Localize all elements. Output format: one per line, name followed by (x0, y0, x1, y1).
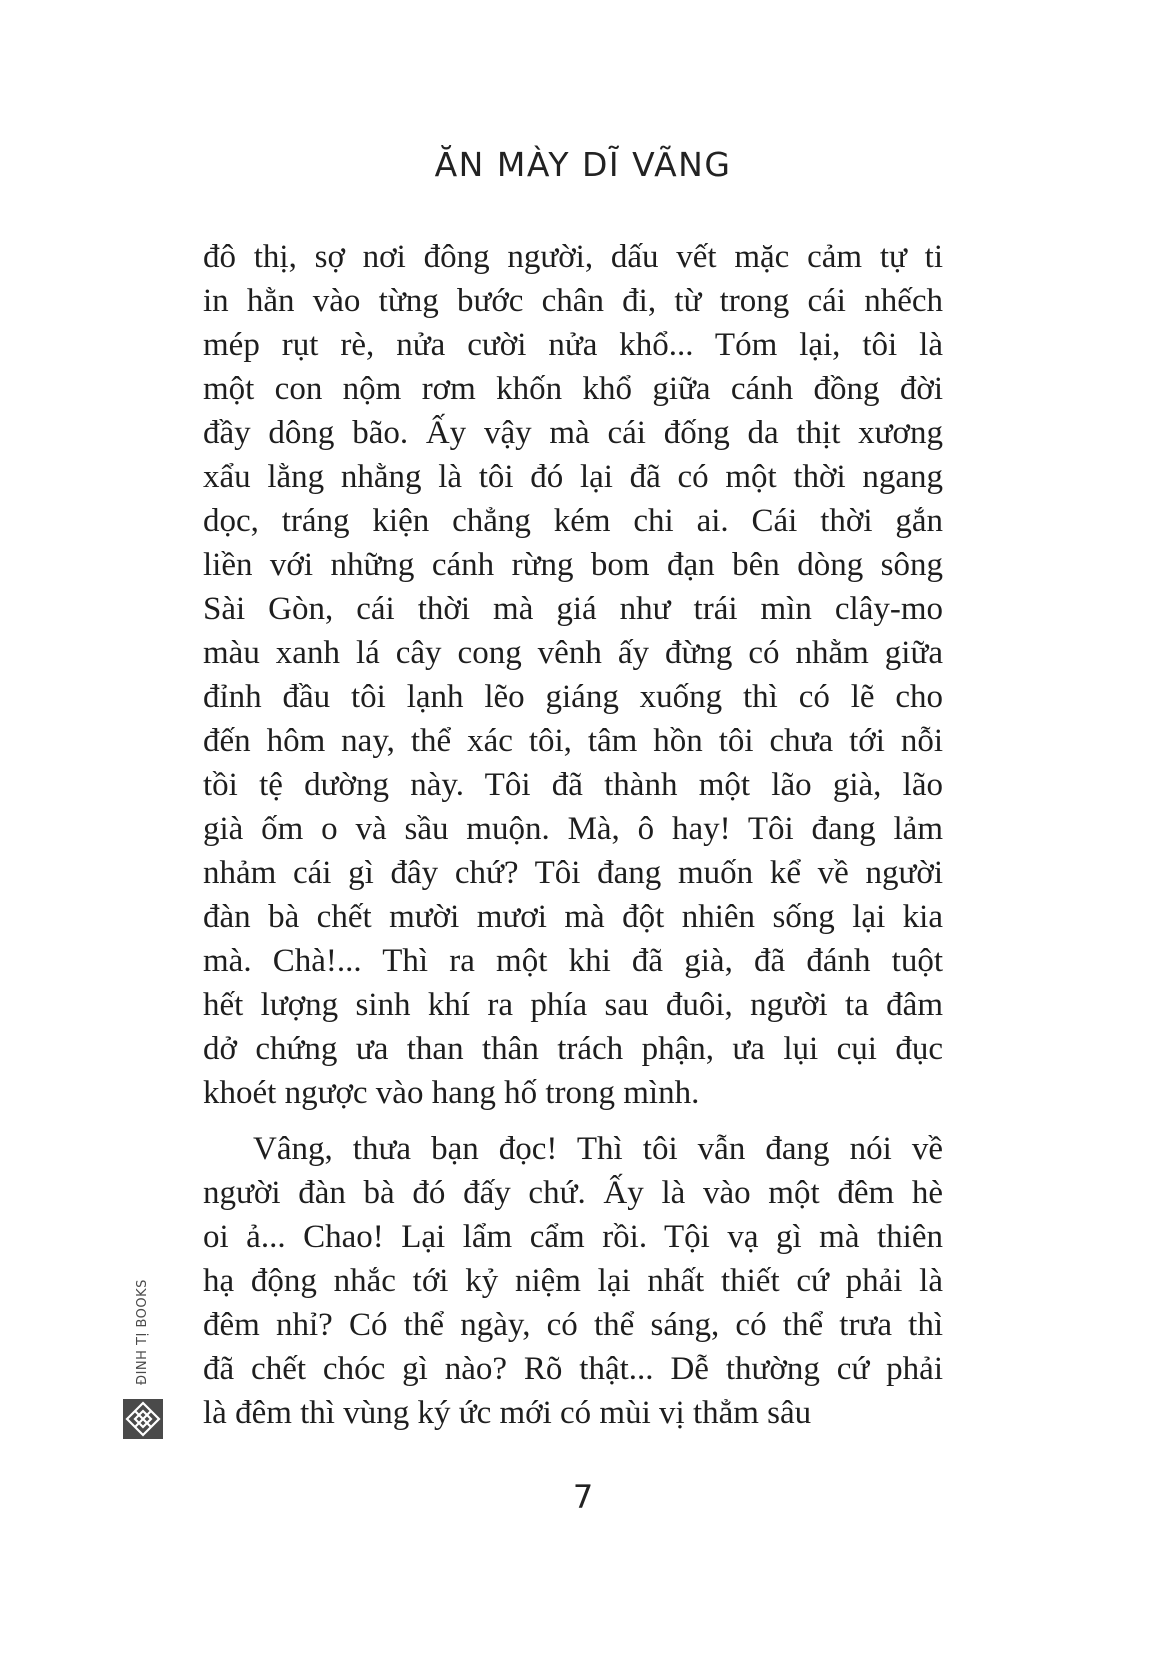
text-line: tồi tệ dường này. Tôi đã thành một lão già, lão (203, 767, 943, 803)
publisher-mark (119, 1255, 169, 1445)
text-line: dọc, tráng kiện chẳng kém chi ai. Cái thời gắn (203, 503, 943, 539)
body-text (203, 235, 943, 1435)
text-line: đầy dông bão. Ấy vậy mà cái đống da thịt xương (203, 415, 943, 451)
text-line: khoét ngược vào hang hố trong mình. (203, 1075, 700, 1111)
running-header-title: ĂN MÀY DĨ VÃNG (434, 145, 732, 184)
text-line: Sài Gòn, cái thời mà giá như trái mìn clây-mo (203, 591, 943, 627)
text-line: dở chứng ưa than thân trách phận, ưa lụi cụi đục (203, 1031, 943, 1067)
text-line: liền với những cánh rừng bom đạn bên dòng sông (203, 547, 943, 583)
text-line: già ốm o và sầu muộn. Mà, ô hay! Tôi đang lảm (203, 811, 943, 847)
text-line: đỉnh đầu tôi lạnh lẽo giáng xuống thì có lẽ cho (203, 679, 943, 715)
text-line: nhảm cái gì đây chứ? Tôi đang muốn kể về người (203, 855, 943, 891)
text-line: Vâng, thưa bạn đọc! Thì tôi vẫn đang nói về (253, 1131, 943, 1167)
text-line: đã chết chóc gì nào? Rõ thật... Dễ thường cứ phải (203, 1351, 943, 1387)
text-line: một con nộm rơm khốn khổ giữa cánh đồng đời (203, 371, 943, 407)
text-line: xẩu lằng nhằng là tôi đó lại đã có một thời ngang (203, 459, 943, 495)
text-line: là đêm thì vùng ký ức mới có mùi vị thẳm sâu (203, 1395, 812, 1431)
text-line: mà. Chà!... Thì ra một khi đã già, đã đánh tuột (203, 943, 943, 979)
text-line: oi ả... Chao! Lại lẩm cẩm rồi. Tội vạ gì mà thiên (203, 1219, 943, 1255)
publisher-name: ĐINH TỊ BOOKS (135, 1279, 150, 1385)
text-line: đêm nhỉ? Có thể ngày, có thể sáng, có thể trưa thì (203, 1307, 943, 1343)
text-line: in hằn vào từng bước chân đi, từ trong cái nhếch (203, 283, 943, 319)
page-number: 7 (572, 1478, 594, 1516)
text-line: đàn bà chết mười mươi mà đột nhiên sống lại kia (203, 899, 943, 935)
paragraph (203, 1127, 943, 1435)
text-line: hạ động nhắc tới kỷ niệm lại nhất thiết cứ phải là (203, 1263, 943, 1299)
text-line: mép rụt rè, nửa cười nửa khổ... Tóm lại, tôi là (203, 327, 943, 363)
text-line: người đàn bà đó đấy chứ. Ấy là vào một đêm hè (203, 1175, 943, 1211)
text-line: đô thị, sợ nơi đông người, dấu vết mặc cảm tự ti (203, 239, 943, 275)
text-line: màu xanh lá cây cong vênh ấy đừng có nhằm giữa (203, 635, 943, 671)
text-line: hết lượng sinh khí ra phía sau đuôi, người ta đâm (203, 987, 943, 1023)
paragraph (203, 235, 943, 1115)
text-line: đến hôm nay, thể xác tôi, tâm hồn tôi chưa tới nỗi (203, 723, 943, 759)
diamond-lattice-logo-icon (123, 1399, 163, 1439)
